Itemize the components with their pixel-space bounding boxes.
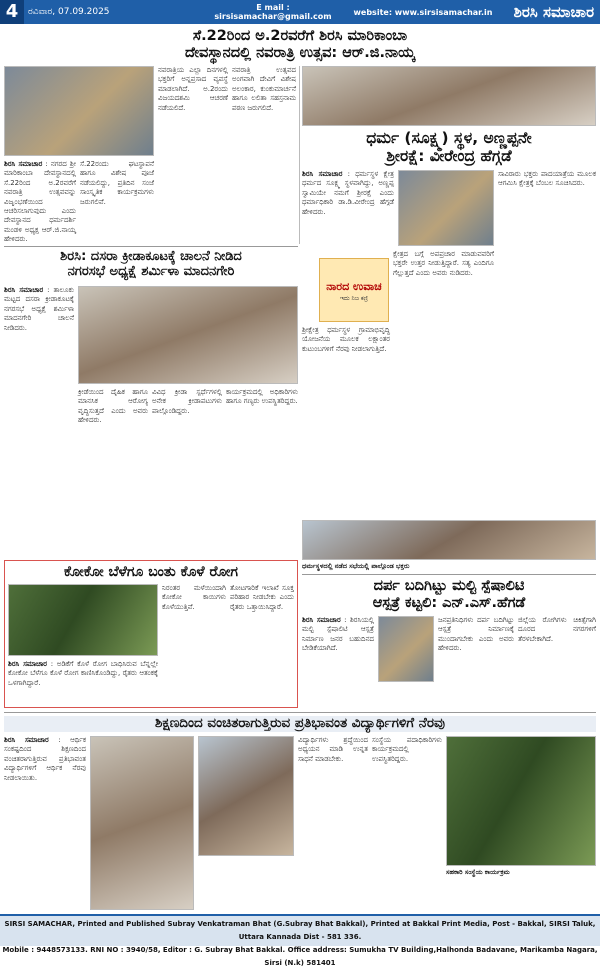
story6-col2: ವಿದ್ಯಾರ್ಥಿಗಳು ಶ್ರದ್ಧೆಯಿಂದ ಅಧ್ಯಯನ ಮಾಡಿ ಉನ್ನತ ಸಾಧನೆ ಮಾಡಬೇಕು. (298, 736, 368, 763)
story3-dateline: ಶಿರಸಿ ಸಮಾಚಾರ (4, 286, 44, 294)
masthead-bar (0, 0, 600, 24)
story2-headline-line1: ಧರ್ಮ (ಸೂಕ್ಷ್ಮ) ಸ್ಥಳ, ಅಣ್ಣಪ್ಪನೇ (366, 129, 532, 147)
story1-headline-line1: ಸೆ.22ರಿಂದ ಅ.2ರವರೆಗೆ ಶಿರಸಿ ಮಾರಿಕಾಂಬಾ (192, 28, 408, 44)
story2-col2-continued (393, 434, 596, 518)
story2-headline-line2: ಶ್ರೀರಕ್ಷೆ: ವೀರೇಂದ್ರ ಹೆಗ್ಗಡೆ (386, 146, 512, 165)
story2-col2: ಕ್ಷೇತ್ರದ ಬಗ್ಗೆ ಅಪಪ್ರಚಾರ ಮಾಡುವವರಿಗೆ ಭಕ್ತರೇ ಉತ್ತರ ನೀಡುತ್ತಿದ್ದಾರೆ. ಸತ್ಯ ಎಂದಿಗೂ ಗೆಲ್ಲುತ್ತದೆ ಎಂದು ಅವರು ನುಡಿದರು. (393, 250, 494, 277)
story3-col3: ವಿವಿಧ ಕ್ರೀಡಾ ಸ್ಪರ್ಧೆಗಳಲ್ಲಿ ಅನೇಕ ಕ್ರೀಡಾಪಟುಗಳು ಪಾಲ್ಗೊಂಡಿದ್ದರು. (152, 388, 222, 415)
story4-dateline: ಶಿರಸಿ ಸಮಾಚಾರ (8, 660, 47, 668)
story2-col4: ಸಾವಿರಾರು ಭಕ್ತರು ಪಾದಯಾತ್ರೆಯ ಮೂಲಕ ಆಗಮಿಸಿ ಕ್ಷೇತ್ರಕ್ಕೆ ಬೆಂಬಲ ಸೂಚಿಸಿದರು. (498, 170, 596, 188)
issue-date: ರವಿವಾರ, 07.09.2025 (28, 7, 110, 17)
story3-col2: ಕ್ರೀಡೆಯಿಂದ ದೈಹಿಕ ಹಾಗೂ ಮಾನಸಿಕ ಆರೋಗ್ಯ ವೃದ್ಧಿಸುತ್ತದೆ ಎಂದು ಅವರು ಹೇಳಿದರು. (78, 388, 148, 425)
narada-title: ನಾರದ ಉವಾಚ (326, 280, 382, 293)
story2-col1: ಶಿರಸಿ ಸಮಾಚಾರ : ಧರ್ಮಸ್ಥಳ ಕ್ಷೇತ್ರ ಧರ್ಮದ ಸೂಕ್ಷ್ಮ ಸ್ಥಳವಾಗಿದ್ದು, ಅಣ್ಣಪ್ಪ ಸ್ವಾಮಿಯೇ ನಮಗೆ ಶ್ರೀರಕ್ಷೆ ಎಂದು ಧರ್ಮಾಧಿಕಾರಿ ಡಾ.ಡಿ.ವೀರೇಂದ್ರ ಹೆಗ್ಗಡೆ ಹೇಳಿದರು. (302, 170, 394, 216)
story5-headline-line1: ದರ್ಪ ಬದಿಗಿಟ್ಟು ಮಲ್ಟಿ ಸ್ಪೆಷಾಲಿಟಿ (373, 578, 525, 594)
paper-name: ಶಿರಸಿ ಸಮಾಚಾರ (513, 3, 594, 21)
story1-col3: ನವರಾತ್ರಿಯ ಎಲ್ಲಾ ದಿನಗಳಲ್ಲಿ ಭಕ್ತರಿಗೆ ಅನ್ನಪ್ರಸಾದ ವ್ಯವಸ್ಥೆ ಮಾಡಲಾಗಿದೆ. ಅ.2ರಂದು ವಿಜಯದಶಮಿ ಆಚರಣೆ ನಡೆಯಲಿದೆ. (158, 66, 228, 112)
story6-col1: ಶಿರಸಿ ಸಮಾಚಾರ : ಆರ್ಥಿಕ ಸಂಕಷ್ಟದಿಂದ ಶಿಕ್ಷಣದಿಂದ ವಂಚಿತರಾಗುತ್ತಿರುವ ಪ್ರತಿಭಾವಂತ ವಿದ್ಯಾರ್ಥಿಗಳಿಗೆ ಆರ್ಥಿಕ ನೆರವು ನೀಡಲಾಯಿತು. (4, 736, 86, 782)
story4-col2: ನಿರಂತರ ಮಳೆಯಿಂದಾಗಿ ಕೋಕೋ ಕಾಯಿಗಳು ಕೊಳೆಯುತ್ತಿವೆ. (162, 584, 226, 611)
story1-photo (4, 66, 154, 156)
story6-photo-mid (198, 736, 294, 856)
divider (299, 66, 300, 244)
story2-dateline: ಶಿರಸಿ ಸಮಾಚಾರ (302, 170, 343, 178)
story5-col2: ಜನಪ್ರತಿನಿಧಿಗಳು ದರ್ಪ ಬದಿಗಿಟ್ಟು ಆಸ್ಪತ್ರೆ ನಿರ್ಮಾಣಕ್ಕೆ ಮುಂದಾಗಬೇಕು ಎಂದು ಅವರು ಹೇಳಿದರು. (438, 616, 514, 653)
email-address: E mail : sirsisamachar@gmail.com (214, 3, 332, 21)
story2-caption: ಧರ್ಮಸ್ಥಳದಲ್ಲಿ ನಡೆದ ಸಭೆಯಲ್ಲಿ ಪಾಲ್ಗೊಂಡ ಭಕ್ತರು (302, 562, 410, 570)
story4-col1: ಶಿರಸಿ ಸಮಾಚಾರ : ಅಡಿಕೆಗೆ ಕೊಳೆ ರೋಗ ಬಾಧಿಸಿರುವ ಬೆನ್ನಲ್ಲೇ ಕೋಕೋ ಬೆಳೆಗೂ ಕೊಳೆ ರೋಗ ಕಾಣಿಸಿಕೊಂಡಿದ್ದು, ರೈತರು ಆತಂಕಕ್ಕೆ ಒಳಗಾಗಿದ್ದಾರೆ. (8, 660, 158, 687)
narada-uvacha-box (319, 258, 389, 322)
imprint-footer (0, 914, 600, 967)
imprint-line2: Mobile : 9448573133. RNI NO : 3940/58, Editor : G. Subray Bhat Bakkal. Office address: Sumukha TV Building,Halhonda Badavane, Marikamba Nagara, Sirsi (N.k) 581401 (2, 946, 598, 967)
page-number: 4 (0, 0, 24, 24)
story3-headline-line1: ಶಿರಸಿ: ದಸರಾ ಕ್ರೀಡಾಕೂಟಕ್ಕೆ ಚಾಲನೆ ನೀಡಿದ (60, 249, 242, 264)
story5-headline (302, 578, 596, 611)
story6-photo-right (446, 736, 596, 866)
story6-caption: ಸಹಕಾರಿ ಸಂಸ್ಥೆಯ ಕಾರ್ಯಕ್ರಮ (446, 868, 510, 876)
story2-speaker-photo (398, 170, 494, 246)
divider (4, 712, 596, 713)
story1-headline-line2: ದೇವಸ್ಥಾನದಲ್ಲಿ ನವರಾತ್ರಿ ಉತ್ಸವ: ಆರ್.ಜಿ.ನಾಯ್ಕ (184, 44, 416, 61)
story1-dateline: ಶಿರಸಿ ಸಮಾಚಾರ (4, 160, 43, 168)
story1-headline (4, 28, 596, 61)
story1-col1: ಶಿರಸಿ ಸಮಾಚಾರ : ನಗರದ ಶ್ರೀ ಮಾರಿಕಾಂಬಾ ದೇವಸ್ಥಾನದಲ್ಲಿ ಸೆ.22ರಿಂದ ಅ.2ರವರೆಗೆ ನವರಾತ್ರಿ ಉತ್ಸವವನ್ನು ವಿಜೃಂಭಣೆಯಿಂದ ಆಚರಿಸಲಾಗುವುದು ಎಂದು ದೇವಸ್ಥಾನದ ಧರ್ಮದರ್ಶಿ ಮಂಡಳಿ ಅಧ್ಯಕ್ಷ ಆರ್.ಜಿ.ನಾಯ್ಕ ಹೇಳಿದರು. (4, 160, 76, 244)
story4-col3: ತೋಟಗಾರಿಕೆ ಇಲಾಖೆ ಸೂಕ್ತ ಪರಿಹಾರ ನೀಡಬೇಕು ಎಂದು ರೈತರು ಒತ್ತಾಯಿಸಿದ್ದಾರೆ. (230, 584, 294, 611)
story6-photo-left (90, 736, 194, 910)
story5-col3: ಜಿಲ್ಲೆಯ ರೋಗಿಗಳು ಚಿಕಿತ್ಸೆಗಾಗಿ ದೂರದ ನಗರಗಳಿಗೆ ತೆರಳಬೇಕಾಗಿದೆ. (518, 616, 596, 643)
story3-continued (4, 486, 298, 556)
story2-event-photo (302, 520, 596, 560)
website-address: website: www.sirsisamachar.in (353, 7, 493, 17)
story4-headline: ಕೋಕೋ ಬೆಳೆಗೂ ಬಂತು ಕೊಳೆ ರೋಗ (64, 564, 238, 580)
story3-col1: ಶಿರಸಿ ಸಮಾಚಾರ : ತಾಲೂಕು ಮಟ್ಟದ ದಸರಾ ಕ್ರೀಡಾಕೂಟಕ್ಕೆ ನಗರಸಭೆ ಅಧ್ಯಕ್ಷೆ ಶರ್ಮಿಳಾ ಮಾದನಗೇರಿ ಚಾಲನೆ ನೀಡಿದರು. (4, 286, 74, 332)
story6-dateline: ಶಿರಸಿ ಸಮಾಚಾರ (4, 736, 49, 744)
imprint-line1: SIRSI SAMACHAR, Printed and Published Subray Venkatraman Bhat (G.Subray Bhat Bakkal), Printed at Bakkal Print Media, Post - Bakkal, SIRSI Taluk, Uttara Kannada Dist - 581 336. (4, 920, 596, 941)
story2-crowd-photo (302, 66, 596, 126)
narada-subtitle: ಇದು ನಿಜ ಕಣ್ರಿ (339, 295, 369, 302)
story1-col2: ಸೆ.22ರಂದು ಘಟಸ್ಥಾಪನೆ ಹಾಗೂ ವಿಶೇಷ ಪೂಜೆ ನಡೆಯಲಿದ್ದು, ಪ್ರತಿದಿನ ಸಂಜೆ ಸಾಂಸ್ಕೃತಿಕ ಕಾರ್ಯಕ್ರಮಗಳು ಜರುಗಲಿವೆ. (80, 160, 154, 206)
story4-cocoa-photo (8, 584, 158, 656)
divider (4, 246, 298, 247)
story2-col3: ಶ್ರೀಕ್ಷೇತ್ರ ಧರ್ಮಸ್ಥಳ ಗ್ರಾಮಾಭಿವೃದ್ಧಿ ಯೋಜನೆಯ ಮೂಲಕ ಲಕ್ಷಾಂತರ ಕುಟುಂಬಗಳಿಗೆ ನೆರವು ನೀಡಲಾಗುತ್ತಿದೆ. (302, 326, 390, 353)
story6-headline: ಶಿಕ್ಷಣದಿಂದ ವಂಚಿತರಾಗುತ್ತಿರುವ ಪ್ರತಿಭಾವಂತ ವಿದ್ಯಾರ್ಥಿಗಳಿಗೆ ನೆರವು (4, 716, 596, 732)
story3-photo (78, 286, 298, 384)
story2-headline (302, 130, 596, 166)
story5-headline-line2: ಆಸ್ಪತ್ರೆ ಕಟ್ಟಲಿ: ಎನ್.ಎಸ್.ಹೆಗಡೆ (372, 594, 526, 611)
story5-dateline: ಶಿರಸಿ ಸಮಾಚಾರ (302, 616, 341, 624)
story1-col4: ನವರಾತ್ರಿ ಉತ್ಸವದ ಅಂಗವಾಗಿ ದೇವಿಗೆ ವಿಶೇಷ ಅಲಂಕಾರ, ಕುಂಕುಮಾರ್ಚನೆ ಹಾಗೂ ಲಲಿತಾ ಸಹಸ್ರನಾಮ ಪಠಣ ಜರುಗಲಿದೆ. (232, 66, 296, 112)
story6-col3: ಸಂಸ್ಥೆಯ ಪದಾಧಿಕಾರಿಗಳು ಕಾರ್ಯಕ್ರಮದಲ್ಲಿ ಉಪಸ್ಥಿತರಿದ್ದರು. (372, 736, 442, 763)
story3-col4: ಕಾರ್ಯಕ್ರಮದಲ್ಲಿ ಅಧಿಕಾರಿಗಳು ಹಾಗೂ ಗಣ್ಯರು ಉಪಸ್ಥಿತರಿದ್ದರು. (226, 388, 298, 406)
story3-headline (4, 250, 298, 280)
divider (302, 574, 596, 575)
story5-portrait-photo (378, 616, 434, 682)
story5-col1: ಶಿರಸಿ ಸಮಾಚಾರ : ಶಿರಸಿಯಲ್ಲಿ ಮಲ್ಟಿ ಸ್ಪೆಷಾಲಿಟಿ ಆಸ್ಪತ್ರೆ ನಿರ್ಮಾಣ ಜನರ ಬಹುದಿನದ ಬೇಡಿಕೆಯಾಗಿದೆ. (302, 616, 375, 653)
story3-headline-line2: ನಗರಸಭೆ ಅಧ್ಯಕ್ಷೆ ಶರ್ಮಿಳಾ ಮಾದನಗೇರಿ (67, 263, 235, 279)
